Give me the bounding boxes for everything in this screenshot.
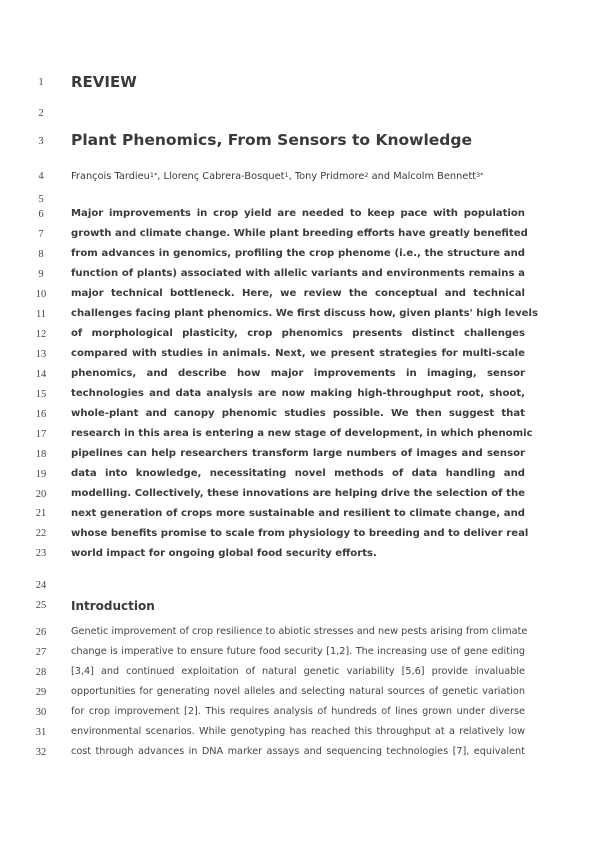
abstract-line: whole-plant and canopy phenomic studies possible. We then suggest that	[71, 408, 525, 419]
line-number: 2	[38, 108, 44, 119]
body-line: for crop improvement [2]. This requires analysis of hundreds of lines grown under diverse	[71, 706, 525, 717]
abstract-line: modelling. Collectively, these innovations are helping drive the selection of the	[71, 488, 525, 499]
line-number: 32	[35, 747, 47, 758]
abstract-line: data into knowledge, necessitating novel methods of data handling and	[71, 468, 525, 479]
line-number: 10	[35, 289, 47, 300]
body-line: cost through advances in DNA marker assays and sequencing technologies [7], equivalent	[71, 746, 525, 757]
abstract-line: from advances in genomics, profiling the crop phenome (i.e., the structure and	[71, 248, 525, 259]
line-number: 9	[38, 269, 44, 280]
abstract-line: growth and climate change. While plant breeding efforts have greatly benefited	[71, 228, 528, 239]
line-number: 8	[38, 249, 44, 260]
line-number: 5	[38, 194, 44, 205]
abstract-line: pipelines can help researchers transform large numbers of images and sensor	[71, 448, 525, 459]
abstract-line: function of plants) associated with allelic variants and environments remains a	[71, 268, 525, 279]
line-number: 27	[35, 647, 47, 658]
section-heading-introduction: Introduction	[71, 599, 155, 613]
abstract-line: challenges facing plant phenomics. We first discuss how, given plants' high levels	[71, 308, 538, 319]
author-2: Llorenç Cabrera-Bosquet$^1$	[163, 171, 289, 182]
author-1: François Tardieu$^{1*}$	[71, 171, 158, 182]
abstract-line: phenomics, and describe how major improvements in imaging, sensor	[71, 368, 525, 379]
body-line: [3,4] and continued exploitation of natural genetic variability [5,6] provide invaluable	[71, 666, 525, 677]
abstract-line: Major improvements in crop yield are needed to keep pace with population	[71, 208, 525, 219]
line-number: 14	[35, 369, 47, 380]
section-label: REVIEW	[71, 73, 137, 91]
abstract-line: major technical bottleneck. Here, we review the conceptual and technical	[71, 288, 525, 299]
body-line: change is imperative to ensure future food security [1,2]. The increasing use of gene editing	[71, 646, 525, 657]
line-number: 13	[35, 349, 47, 360]
line-number: 4	[38, 171, 44, 182]
line-number: 21	[35, 508, 47, 519]
author-4: Malcolm Bennett$^{3*}$	[393, 171, 484, 182]
body-line: opportunities for generating novel alleles and selecting natural sources of genetic variation	[71, 686, 525, 697]
line-number: 16	[35, 409, 47, 420]
line-number: 12	[35, 329, 47, 340]
line-number: 1	[38, 77, 44, 88]
line-number: 30	[35, 707, 47, 718]
line-number: 23	[35, 548, 47, 559]
line-number: 7	[38, 229, 44, 240]
paper-title: Plant Phenomics, From Sensors to Knowledge	[71, 131, 473, 149]
body-line: Genetic improvement of crop resilience to abiotic stresses and new pests arising from climate	[71, 626, 528, 637]
line-number: 25	[35, 600, 47, 611]
line-number: 11	[35, 309, 47, 320]
abstract-line: next generation of crops more sustainable and resilient to climate change, and	[71, 508, 525, 519]
author-3: Tony Pridmore$^2$	[294, 171, 369, 182]
line-number: 6	[38, 209, 44, 220]
abstract-line: whose benefits promise to scale from physiology to breeding and to deliver real	[71, 528, 529, 539]
author-list: François Tardieu$^{1*}$, Llorenç Cabrera-Bosquet$^1$, Tony Pridmore$^2$ and Malcolm Bennett$^{3*}$	[71, 171, 484, 182]
line-number: 19	[35, 469, 47, 480]
line-number: 15	[35, 389, 47, 400]
abstract-line: of morphological plasticity, crop phenomics presents distinct challenges	[71, 328, 525, 339]
line-number: 22	[35, 528, 47, 539]
line-number: 20	[35, 489, 47, 500]
line-number: 31	[35, 727, 47, 738]
line-number: 3	[38, 136, 44, 147]
body-line: environmental scenarios. While genotyping has reached this throughput at a relatively low	[71, 726, 525, 737]
line-number: 29	[35, 687, 47, 698]
line-number: 24	[35, 580, 47, 591]
line-number: 26	[35, 627, 47, 638]
abstract-line: technologies and data analysis are now making high-throughput root, shoot,	[71, 388, 525, 399]
abstract-line: compared with studies in animals. Next, we present strategies for multi-scale	[71, 348, 525, 359]
abstract-line: world impact for ongoing global food security efforts.	[71, 548, 377, 559]
line-number: 18	[35, 449, 47, 460]
line-number: 17	[35, 429, 47, 440]
line-number: 28	[35, 667, 47, 678]
abstract-line: research in this area is entering a new stage of development, in which phenomic	[71, 428, 533, 439]
